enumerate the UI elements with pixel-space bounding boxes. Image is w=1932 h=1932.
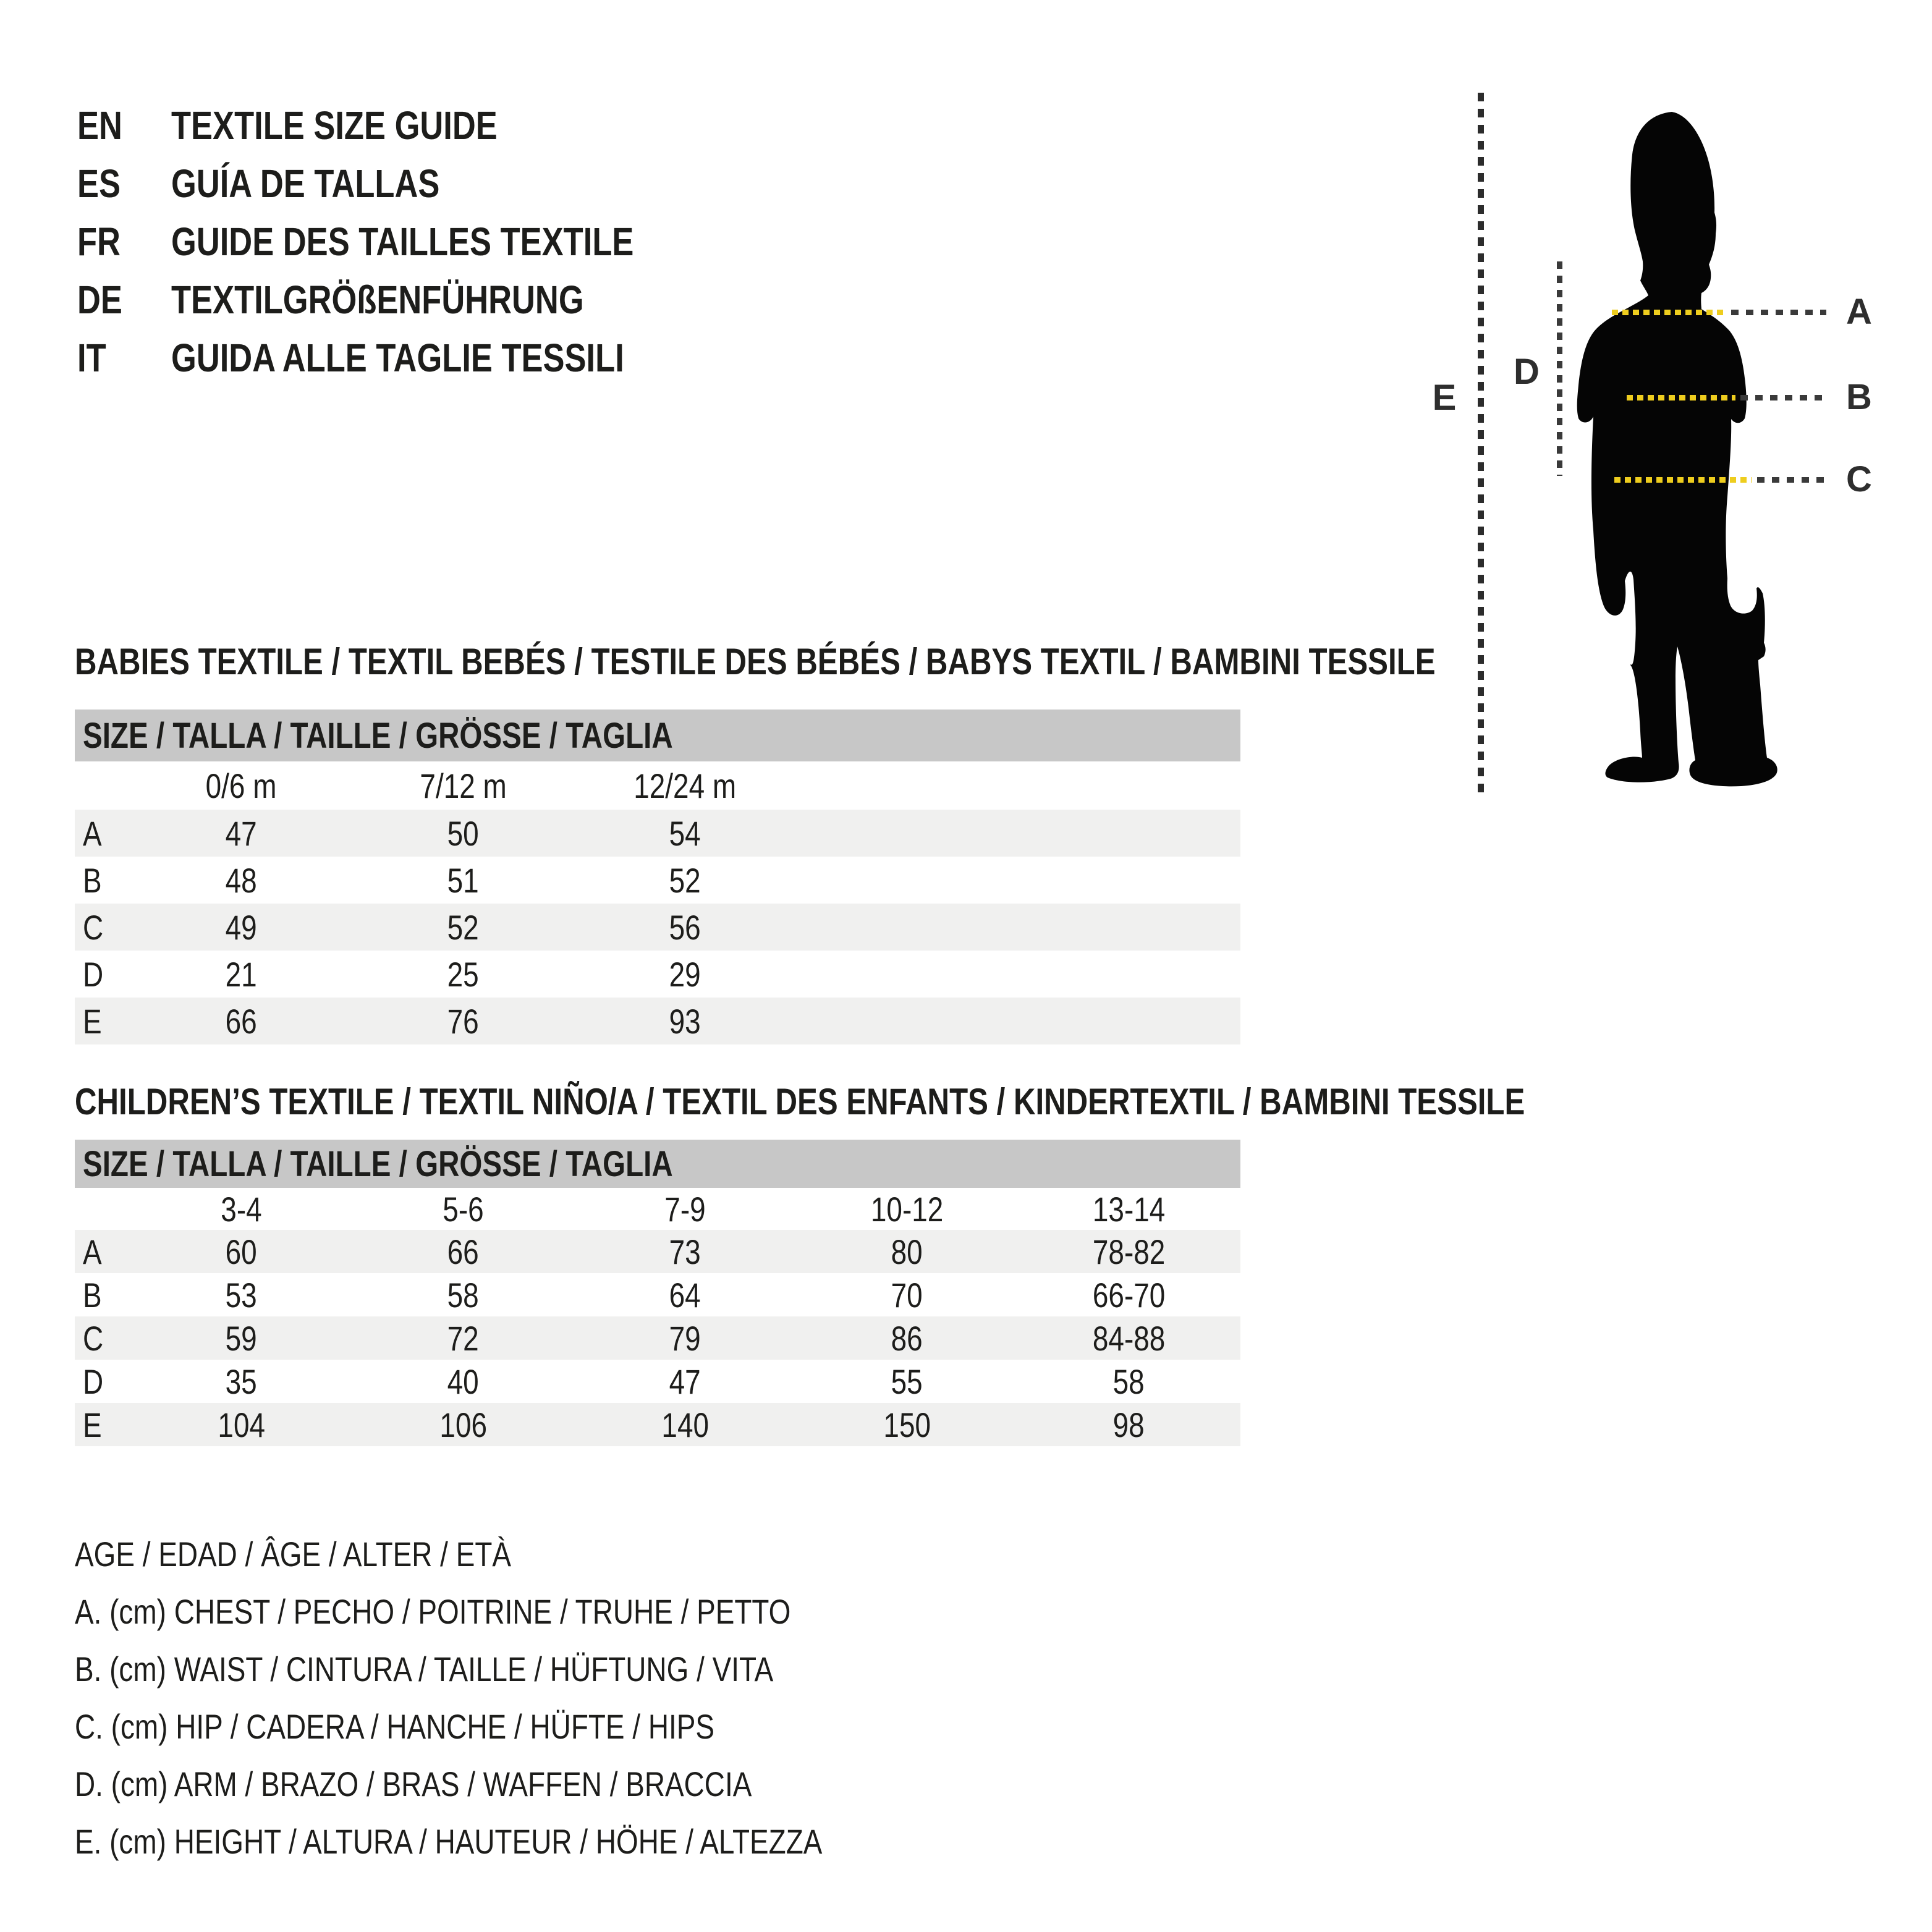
language-title-list (77, 96, 735, 387)
guide-title-it: GUIDA ALLE TAGLIE TESSILI (171, 336, 624, 380)
figure-label-d: D (1514, 352, 1540, 392)
table-row: C 59 72 79 86 84-88 (75, 1316, 1240, 1360)
table-row: B 48 51 52 (83, 860, 701, 900)
height-measure-dotted-line-e (1478, 93, 1484, 795)
measurement-legend (75, 1525, 986, 1870)
column-header: 5-6 (443, 1189, 484, 1229)
lang-row-en (77, 96, 735, 155)
lang-row-es (77, 155, 735, 213)
lang-row-de (77, 271, 735, 329)
children-size-header-bar: SIZE / TALLA / TAILLE / GRÖSSE / TAGLIA (75, 1140, 1240, 1188)
column-header: 12/24 m (633, 766, 737, 805)
legend-waist-line: B. (cm) WAIST / CINTURA / TAILLE / HÜFTUNG / VITA (75, 1650, 774, 1688)
guide-title-fr: GUIDE DES TAILLES TEXTILE (171, 219, 634, 264)
figure-label-c: C (1846, 459, 1872, 499)
children-column-header-row (75, 1188, 1240, 1230)
column-header: 10-12 (870, 1189, 944, 1229)
babies-column-header-row (75, 761, 1240, 810)
lang-code: EN (77, 103, 122, 148)
legend-hip-line: C. (cm) HIP / CADERA / HANCHE / HÜFTE / HIPS (75, 1707, 715, 1746)
lang-code: IT (77, 336, 106, 380)
chest-line-dark-dashes (1731, 310, 1826, 315)
lang-row-it (77, 329, 735, 387)
column-header: 3-4 (221, 1189, 262, 1229)
child-silhouette-figure (1573, 110, 1783, 793)
hip-line-dark-dashes (1757, 477, 1826, 483)
table-row: A 60 66 73 80 78-82 (75, 1230, 1240, 1273)
figure-label-e: E (1432, 378, 1457, 418)
lang-code: ES (77, 161, 121, 206)
legend-age-line: AGE / EDAD / ÂGE / ALTER / ETÀ (75, 1535, 512, 1574)
guide-title-es: GUÍA DE TALLAS (171, 161, 440, 206)
figure-label-b: B (1846, 377, 1872, 417)
column-header: 0/6 m (206, 766, 277, 805)
legend-arm-line: D. (cm) ARM / BRAZO / BRAS / WAFFEN / BRACCIA (75, 1765, 752, 1803)
column-header: 7/12 m (420, 766, 507, 805)
hip-line-yellow-dashes (1614, 477, 1752, 483)
column-header: 7-9 (664, 1189, 706, 1229)
legend-height-line: E. (cm) HEIGHT / ALTURA / HAUTEUR / HÖHE / ALTEZZA (75, 1822, 823, 1861)
babies-size-header-bar: SIZE / TALLA / TAILLE / GRÖSSE / TAGLIA (75, 710, 1240, 761)
column-header: 13-14 (1092, 1189, 1166, 1229)
guide-title-en: TEXTILE SIZE GUIDE (171, 103, 498, 148)
lang-code: FR (77, 219, 121, 264)
table-row: E 104 106 140 150 98 (75, 1403, 1240, 1446)
lang-code: DE (77, 278, 122, 322)
table-row: E 66 76 93 (75, 998, 1240, 1044)
table-row: D 21 25 29 (83, 954, 701, 994)
children-table-title: CHILDREN’S TEXTILE / TEXTIL NIÑO/A / TEXTIL DES ENFANTS / KINDERTEXTIL / BAMBINI TESSILE (75, 1081, 1525, 1122)
table-row: C 49 52 56 (75, 904, 1240, 951)
table-row: A 47 50 54 (75, 810, 1240, 857)
babies-table-title: BABIES TEXTILE / TEXTIL BEBÉS / TESTILE DES BÉBÉS / BABYS TEXTIL / BAMBINI TESSILE (75, 641, 1436, 682)
waist-line-dark-dashes (1740, 395, 1827, 400)
lang-row-fr (77, 213, 735, 271)
arm-measure-dotted-line-d (1557, 261, 1562, 476)
waist-line-yellow-dashes (1627, 395, 1735, 400)
chest-line-yellow-dashes (1612, 310, 1726, 315)
table-row: D 35 40 47 55 58 (83, 1362, 1145, 1401)
guide-title-de: TEXTILGRÖßENFÜHRUNG (171, 278, 584, 322)
legend-chest-line: A. (cm) CHEST / PECHO / POITRINE / TRUHE / PETTO (75, 1592, 791, 1631)
table-row: B 53 58 64 70 66-70 (83, 1275, 1166, 1315)
figure-label-a: A (1846, 292, 1872, 332)
